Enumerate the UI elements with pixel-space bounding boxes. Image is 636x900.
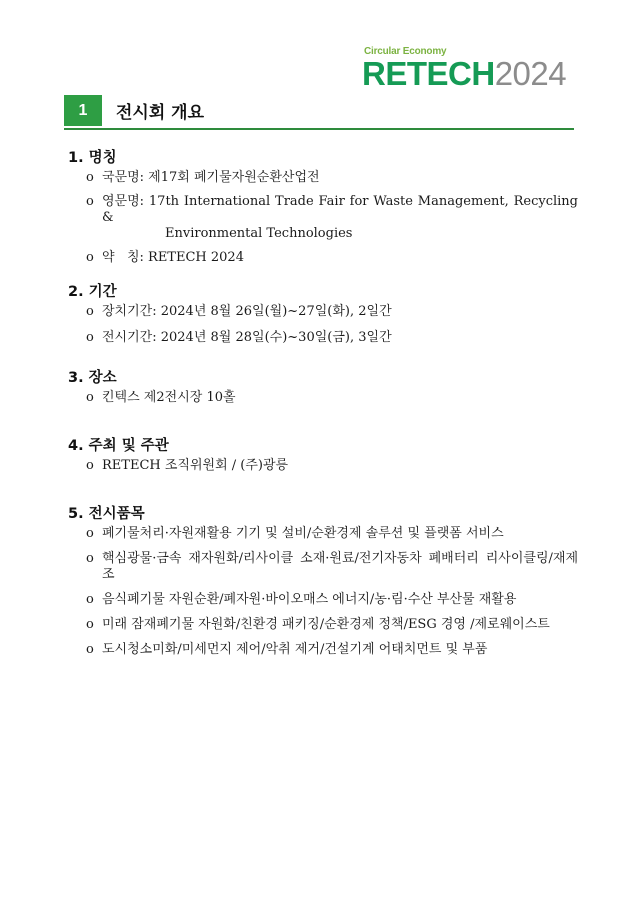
name-list bbox=[68, 170, 578, 266]
exhibition-period: 전시기간: 2024년 8월 28일(수)~30일(금), 3일간 bbox=[102, 330, 392, 345]
organizer-list bbox=[68, 458, 578, 474]
bullet-mark: o bbox=[86, 458, 94, 473]
bullet-mark: o bbox=[86, 526, 94, 541]
product-item: 폐기물처리·자원재활용 기기 및 설비/순환경제 솔루션 및 플랫폼 서비스 bbox=[102, 526, 504, 541]
item-heading-venue: 3. 장소 bbox=[68, 370, 117, 386]
abbreviation: 약 칭: RETECH 2024 bbox=[102, 250, 244, 265]
bullet-mark: o bbox=[86, 390, 94, 405]
item-heading-period: 2. 기간 bbox=[68, 284, 117, 300]
setup-period: 장치기간: 2024년 8월 26일(월)~27일(화), 2일간 bbox=[102, 304, 392, 319]
list-item bbox=[68, 617, 578, 633]
bullet-mark: o bbox=[86, 194, 94, 209]
organizer-names: RETECH 조직위원회 / (주)광릉 bbox=[102, 458, 289, 473]
list-item bbox=[68, 304, 578, 320]
venue-list bbox=[68, 390, 578, 406]
retech-logo bbox=[362, 46, 572, 92]
korean-name: 국문명: 제17회 폐기물자원순환산업전 bbox=[102, 170, 320, 185]
product-item: 도시청소미화/미세먼지 제어/악취 제거/건설기계 어태치먼트 및 부품 bbox=[102, 642, 488, 657]
overview-content bbox=[68, 148, 578, 667]
item-period bbox=[68, 282, 578, 346]
english-name-line2: Environmental Technologies bbox=[165, 226, 353, 241]
english-name bbox=[102, 194, 578, 242]
logo-word: RETECH bbox=[362, 55, 495, 92]
item-heading-name: 1. 명칭 bbox=[68, 150, 117, 166]
bullet-mark: o bbox=[86, 304, 94, 319]
item-heading-organizer: 4. 주최 및 주관 bbox=[68, 438, 169, 454]
item-name bbox=[68, 148, 578, 266]
venue-place: 킨텍스 제2전시장 10홀 bbox=[102, 390, 236, 405]
bullet-mark: o bbox=[86, 551, 94, 566]
list-item bbox=[68, 526, 578, 542]
english-name-line1: 영문명: 17th International Trade Fair for Waste Management, Recycling & bbox=[102, 194, 578, 225]
section-header bbox=[64, 95, 574, 130]
list-item bbox=[68, 592, 578, 608]
logo-year: 2024 bbox=[494, 55, 567, 92]
item-heading-products: 5. 전시품목 bbox=[68, 506, 145, 522]
item-venue bbox=[68, 368, 578, 406]
section-title: 전시회 개요 bbox=[116, 103, 205, 123]
product-item: 미래 잠재폐기물 자원화/친환경 패키징/순환경제 정책/ESG 경영 /제로웨이스트 bbox=[102, 617, 550, 632]
list-item bbox=[68, 250, 578, 266]
section-number-badge: 1 bbox=[64, 95, 102, 126]
products-list bbox=[68, 526, 578, 658]
list-item bbox=[68, 458, 578, 474]
logo-tagline: Circular Economy bbox=[364, 46, 447, 57]
period-list bbox=[68, 304, 578, 346]
item-products bbox=[68, 504, 578, 658]
bullet-mark: o bbox=[86, 170, 94, 185]
list-item bbox=[68, 642, 578, 658]
bullet-mark: o bbox=[86, 642, 94, 657]
list-item bbox=[68, 330, 578, 346]
list-item bbox=[68, 194, 578, 242]
list-item bbox=[68, 170, 578, 186]
bullet-mark: o bbox=[86, 250, 94, 265]
list-item bbox=[68, 551, 578, 583]
list-item bbox=[68, 390, 578, 406]
bullet-mark: o bbox=[86, 330, 94, 345]
product-item: 핵심광물·금속 재자원화/리사이클 소재·원료/전기자동차 폐배터리 리사이클링/재제조 bbox=[102, 551, 578, 582]
product-item: 음식폐기물 자원순환/폐자원·바이오매스 에너지/농·림·수산 부산물 재활용 bbox=[102, 592, 517, 607]
bullet-mark: o bbox=[86, 592, 94, 607]
bullet-mark: o bbox=[86, 617, 94, 632]
logo-wordmark bbox=[362, 56, 566, 92]
item-organizer bbox=[68, 436, 578, 474]
